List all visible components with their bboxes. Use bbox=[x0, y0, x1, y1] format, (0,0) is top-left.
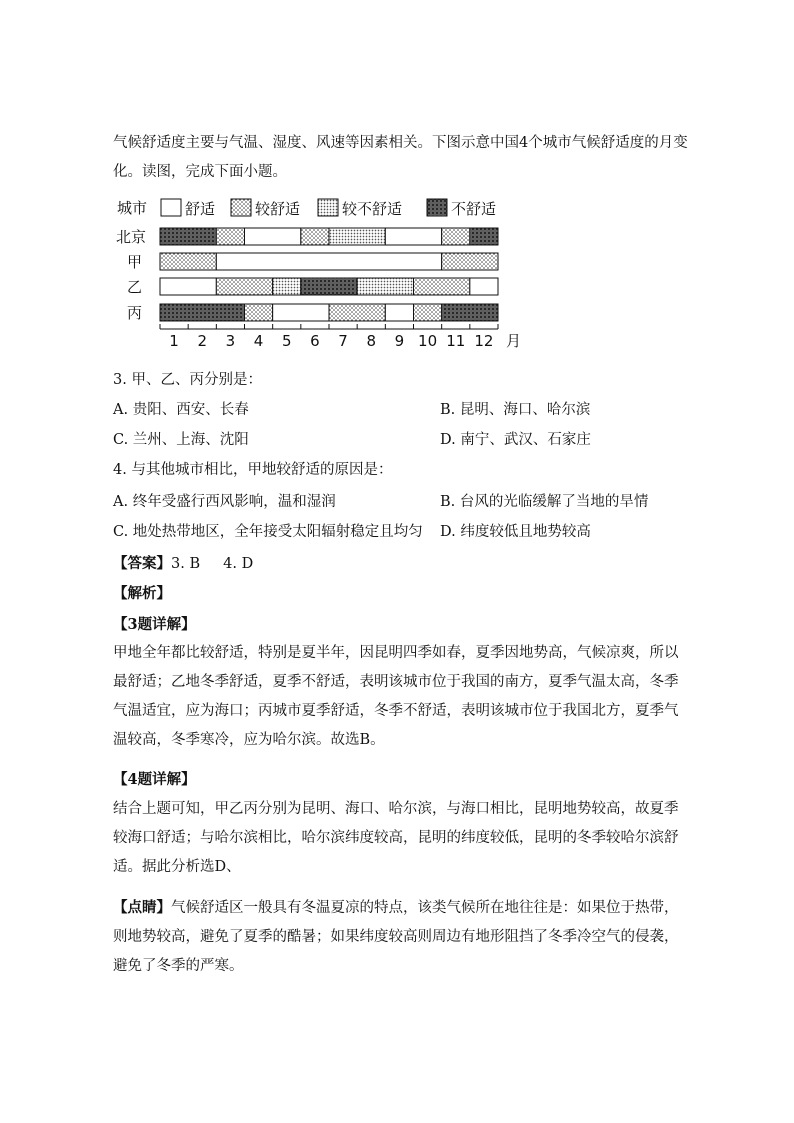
detail-4-label: 【4题详解】 bbox=[113, 771, 196, 788]
legend-swatch-fairly bbox=[231, 199, 251, 216]
month-label-1: 1 bbox=[169, 332, 179, 350]
bar-segment-3-5 bbox=[414, 304, 442, 321]
bar-segment-0-0 bbox=[160, 228, 216, 245]
q3-option-b[interactable]: B. 昆明、海口、哈尔滨 bbox=[440, 402, 591, 418]
month-label-7: 7 bbox=[338, 332, 348, 350]
bar-segment-2-0 bbox=[160, 278, 216, 295]
q3-option-d[interactable]: D. 南宁、武汉、石家庄 bbox=[440, 432, 591, 448]
bar-segment-2-2 bbox=[273, 278, 301, 295]
bar-segment-3-4 bbox=[385, 304, 413, 321]
bar-segment-2-6 bbox=[470, 278, 498, 295]
legend-label-comfortable: 舒适 bbox=[185, 200, 216, 218]
q4-option-b[interactable]: B. 台风的光临缓解了当地的旱情 bbox=[440, 494, 649, 510]
legend-row-header: 城市 bbox=[117, 199, 148, 217]
bar-segment-0-4 bbox=[329, 228, 385, 245]
month-unit-label: 月 bbox=[506, 332, 522, 350]
q3-stem: 3. 甲、乙、丙分别是： bbox=[113, 372, 262, 388]
q4-option-d[interactable]: D. 纬度较低且地势较高 bbox=[440, 524, 591, 540]
bar-segment-0-6 bbox=[442, 228, 470, 245]
month-label-6: 6 bbox=[310, 332, 320, 350]
bar-segment-3-2 bbox=[273, 304, 329, 321]
detail-4-text: 结合上题可知，甲乙丙分别为昆明、海口、哈尔滨，与海口相比，昆明地势较高，故夏季较海口舒适；与哈尔滨相比，哈尔滨纬度较高，昆明的纬度较低，昆明的冬季较哈尔滨舒适。据此分析选D、 bbox=[113, 801, 679, 875]
bar-segment-0-2 bbox=[245, 228, 301, 245]
month-label-2: 2 bbox=[197, 332, 208, 350]
intro-paragraph: 气候舒适度主要与气温、湿度、风速等因素相关。下图示意中国4个城市气候舒适度的月变化。读图，完成下面小题。 bbox=[113, 135, 688, 180]
month-label-8: 8 bbox=[366, 332, 377, 350]
comfort-chart bbox=[113, 193, 533, 353]
answer-label: 【答案】 bbox=[113, 555, 171, 572]
detail-3-text: 甲地全年都比较舒适，特别是夏半年，因昆明四季如春，夏季因地势高，气候凉爽，所以最舒适；乙地冬季舒适，夏季不舒适，表明该城市位于我国的南方，夏季气温太高，冬季气温适宜，应为海口；丙城市夏季舒适，冬季不舒适，表明该城市位于我国北方，夏季气温较高，冬季寒冷，应为哈尔滨。故选B。 bbox=[113, 645, 679, 748]
q4-option-a[interactable]: A. 终年受盛行西风影响，温和湿润 bbox=[113, 494, 336, 510]
bar-segment-3-3 bbox=[329, 304, 385, 321]
bar-segment-2-4 bbox=[357, 278, 413, 295]
detail-3-label: 【3题详解】 bbox=[113, 616, 196, 633]
tip-label: 【点睛】 bbox=[113, 899, 171, 916]
month-label-10: 10 bbox=[418, 332, 438, 350]
q3-option-a[interactable]: A. 贵阳、西安、长春 bbox=[113, 402, 249, 418]
bar-segment-1-0 bbox=[160, 253, 216, 270]
bar-segment-2-5 bbox=[414, 278, 470, 295]
answer-line bbox=[113, 552, 253, 573]
month-label-4: 4 bbox=[253, 332, 264, 350]
tip-paragraph bbox=[113, 893, 688, 981]
legend-label-fairly: 较舒适 bbox=[255, 200, 301, 218]
legend-label-fairly_un: 较不舒适 bbox=[342, 200, 403, 218]
bar-segment-0-5 bbox=[385, 228, 441, 245]
legend-label-un: 不舒适 bbox=[451, 200, 497, 218]
bar-segment-3-0 bbox=[160, 304, 245, 321]
city-label-3: 丙 bbox=[127, 304, 143, 322]
bar-segment-2-3 bbox=[301, 278, 357, 295]
month-label-3: 3 bbox=[225, 332, 236, 350]
city-label-1: 甲 bbox=[127, 253, 143, 271]
tip-text: 气候舒适区一般具有冬温夏凉的特点，该类气候所在地往往是：如果位于热带，则地势较高，避免了夏季的酷暑；如果纬度较高则周边有地形阻挡了冬季冷空气的侵袭，避免了冬季的严寒。 bbox=[113, 900, 679, 974]
city-label-2: 乙 bbox=[127, 278, 143, 296]
analysis-label: 【解析】 bbox=[113, 585, 171, 602]
legend-swatch-comfortable bbox=[161, 199, 181, 216]
q3-option-c[interactable]: C. 兰州、上海、沈阳 bbox=[113, 432, 249, 448]
bar-segment-2-1 bbox=[216, 278, 272, 295]
q4-option-c[interactable]: C. 地处热带地区，全年接受太阳辐射稳定且均匀 bbox=[113, 524, 423, 540]
bar-segment-1-1 bbox=[216, 253, 441, 270]
bar-segment-3-1 bbox=[245, 304, 273, 321]
month-label-11: 11 bbox=[446, 332, 466, 350]
bar-segment-3-6 bbox=[442, 304, 498, 321]
answer-text: 3. B 4. D bbox=[171, 556, 254, 572]
legend-swatch-un bbox=[427, 199, 447, 216]
q4-stem: 4. 与其他城市相比，甲地较舒适的原因是： bbox=[113, 462, 393, 478]
bar-segment-1-2 bbox=[442, 253, 498, 270]
month-label-9: 9 bbox=[394, 332, 405, 350]
month-label-5: 5 bbox=[281, 332, 292, 350]
bar-segment-0-3 bbox=[301, 228, 329, 245]
month-label-12: 12 bbox=[474, 332, 494, 350]
bar-segment-0-1 bbox=[216, 228, 244, 245]
city-label-0: 北京 bbox=[116, 228, 147, 246]
legend-swatch-fairly_un bbox=[318, 199, 338, 216]
bar-segment-0-7 bbox=[470, 228, 498, 245]
